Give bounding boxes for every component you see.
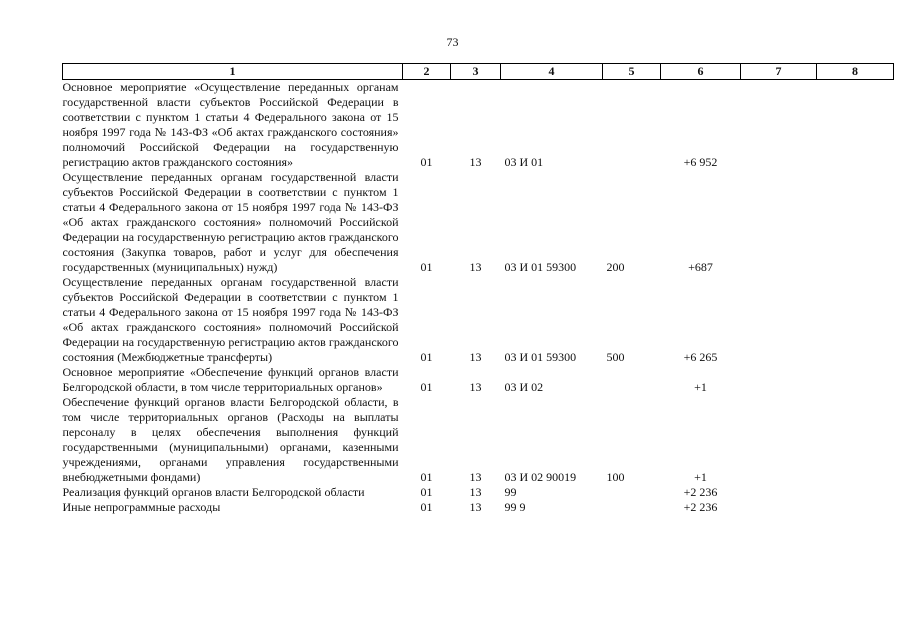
row-expense-type: 200 <box>606 260 625 274</box>
row-name: Обеспечение функций органов власти Белгородской области, в том числе территориальных органов (Расходы на выплаты персоналу в целях обеспечения выполнения функций государственными (муниципальными) органами, казенными учреждениями, органами управления государственными внебюджетными фондами) <box>62 395 399 484</box>
table-row <box>63 395 894 485</box>
row-col-8 <box>817 395 894 485</box>
header-col-7: 7 <box>741 64 817 80</box>
row-section-code: 01 <box>420 470 433 484</box>
row-target-article: 03 И 02 <box>504 380 544 394</box>
row-subsection-code: 13 <box>469 260 482 274</box>
row-target-article: 99 9 <box>504 500 526 514</box>
table-row <box>63 275 894 365</box>
header-col-5: 5 <box>603 64 661 80</box>
row-expense-type <box>603 500 661 515</box>
row-amount: +1 <box>694 380 707 394</box>
page-number: 73 <box>446 35 459 49</box>
row-col-7 <box>741 485 817 500</box>
row-expense-type <box>603 365 661 395</box>
row-subsection-code: 13 <box>469 155 482 169</box>
row-name: Осуществление переданных органам государственной власти субъектов Российской Федерации в соответствии с пунктом 1 статьи 4 Федерального закона от 15 ноября 1997 года № 143-ФЗ «Об актах гражданского состояния» полномочий Российской Федерации на государственную регистрацию актов гражданского состояния (Межбюджетные трансферты) <box>62 275 399 364</box>
row-name: Основное мероприятие «Осуществление переданных органам государственной власти субъектов Российской Федерации в соответствии с пунктом 1 статьи 4 Федерального закона от 15 ноября 1997 года № 143-ФЗ «Об актах гражданского состояния» полномочий Российской Федерации на государственную регистрацию актов гражданского состояния» <box>62 80 399 169</box>
table-row <box>63 80 894 171</box>
row-section-code: 01 <box>420 155 433 169</box>
row-col-7 <box>741 275 817 365</box>
row-amount: +2 236 <box>683 500 718 514</box>
row-col-7 <box>741 80 817 171</box>
row-section-code: 01 <box>420 485 433 499</box>
row-col-8 <box>817 485 894 500</box>
row-col-8 <box>817 80 894 171</box>
row-section-code: 01 <box>420 260 433 274</box>
row-section-code: 01 <box>420 500 433 514</box>
row-subsection-code: 13 <box>469 380 482 394</box>
row-name: Иные непрограммные расходы <box>62 500 221 514</box>
row-expense-type: 500 <box>606 350 625 364</box>
header-col-3: 3 <box>451 64 501 80</box>
row-expense-type <box>603 80 661 171</box>
row-amount: +6 952 <box>683 155 718 169</box>
row-subsection-code: 13 <box>469 485 482 499</box>
row-subsection-code: 13 <box>469 350 482 364</box>
header-col-2: 2 <box>403 64 451 80</box>
row-col-7 <box>741 170 817 275</box>
header-col-6: 6 <box>661 64 741 80</box>
row-target-article: 03 И 02 90019 <box>504 470 577 484</box>
row-col-8 <box>817 365 894 395</box>
row-name: Реализация функций органов власти Белгородской области <box>62 485 365 499</box>
header-col-4: 4 <box>501 64 603 80</box>
row-name: Основное мероприятие «Обеспечение функций органов власти Белгородской области, в том числе территориальных органов» <box>62 365 399 394</box>
row-amount: +687 <box>688 260 713 274</box>
table-row <box>63 365 894 395</box>
header-col-1: 1 <box>63 64 403 80</box>
row-section-code: 01 <box>420 350 433 364</box>
row-amount: +6 265 <box>683 350 718 364</box>
row-section-code: 01 <box>420 380 433 394</box>
budget-table <box>62 63 894 515</box>
row-subsection-code: 13 <box>469 500 482 514</box>
table-row <box>63 500 894 515</box>
table-row <box>63 170 894 275</box>
header-col-8: 8 <box>817 64 894 80</box>
table-header-row <box>63 64 894 80</box>
table-row <box>63 485 894 500</box>
row-name: Осуществление переданных органам государственной власти субъектов Российской Федерации в соответствии с пунктом 1 статьи 4 Федерального закона от 15 ноября 1997 года № 143-ФЗ «Об актах гражданского состояния» полномочий Российской Федерации на государственную регистрацию актов гражданского состояния (Закупка товаров, работ и услуг для обеспечения государственных (муниципальных) нужд) <box>62 170 399 274</box>
row-target-article: 99 <box>504 485 517 499</box>
row-col-7 <box>741 395 817 485</box>
row-target-article: 03 И 01 59300 <box>504 350 577 364</box>
row-col-8 <box>817 170 894 275</box>
row-col-8 <box>817 275 894 365</box>
row-target-article: 03 И 01 59300 <box>504 260 577 274</box>
row-col-8 <box>817 500 894 515</box>
row-expense-type: 100 <box>606 470 625 484</box>
row-amount: +1 <box>694 470 707 484</box>
row-amount: +2 236 <box>683 485 718 499</box>
row-target-article: 03 И 01 <box>504 155 544 169</box>
row-col-7 <box>741 365 817 395</box>
row-expense-type <box>603 485 661 500</box>
row-subsection-code: 13 <box>469 470 482 484</box>
row-col-7 <box>741 500 817 515</box>
